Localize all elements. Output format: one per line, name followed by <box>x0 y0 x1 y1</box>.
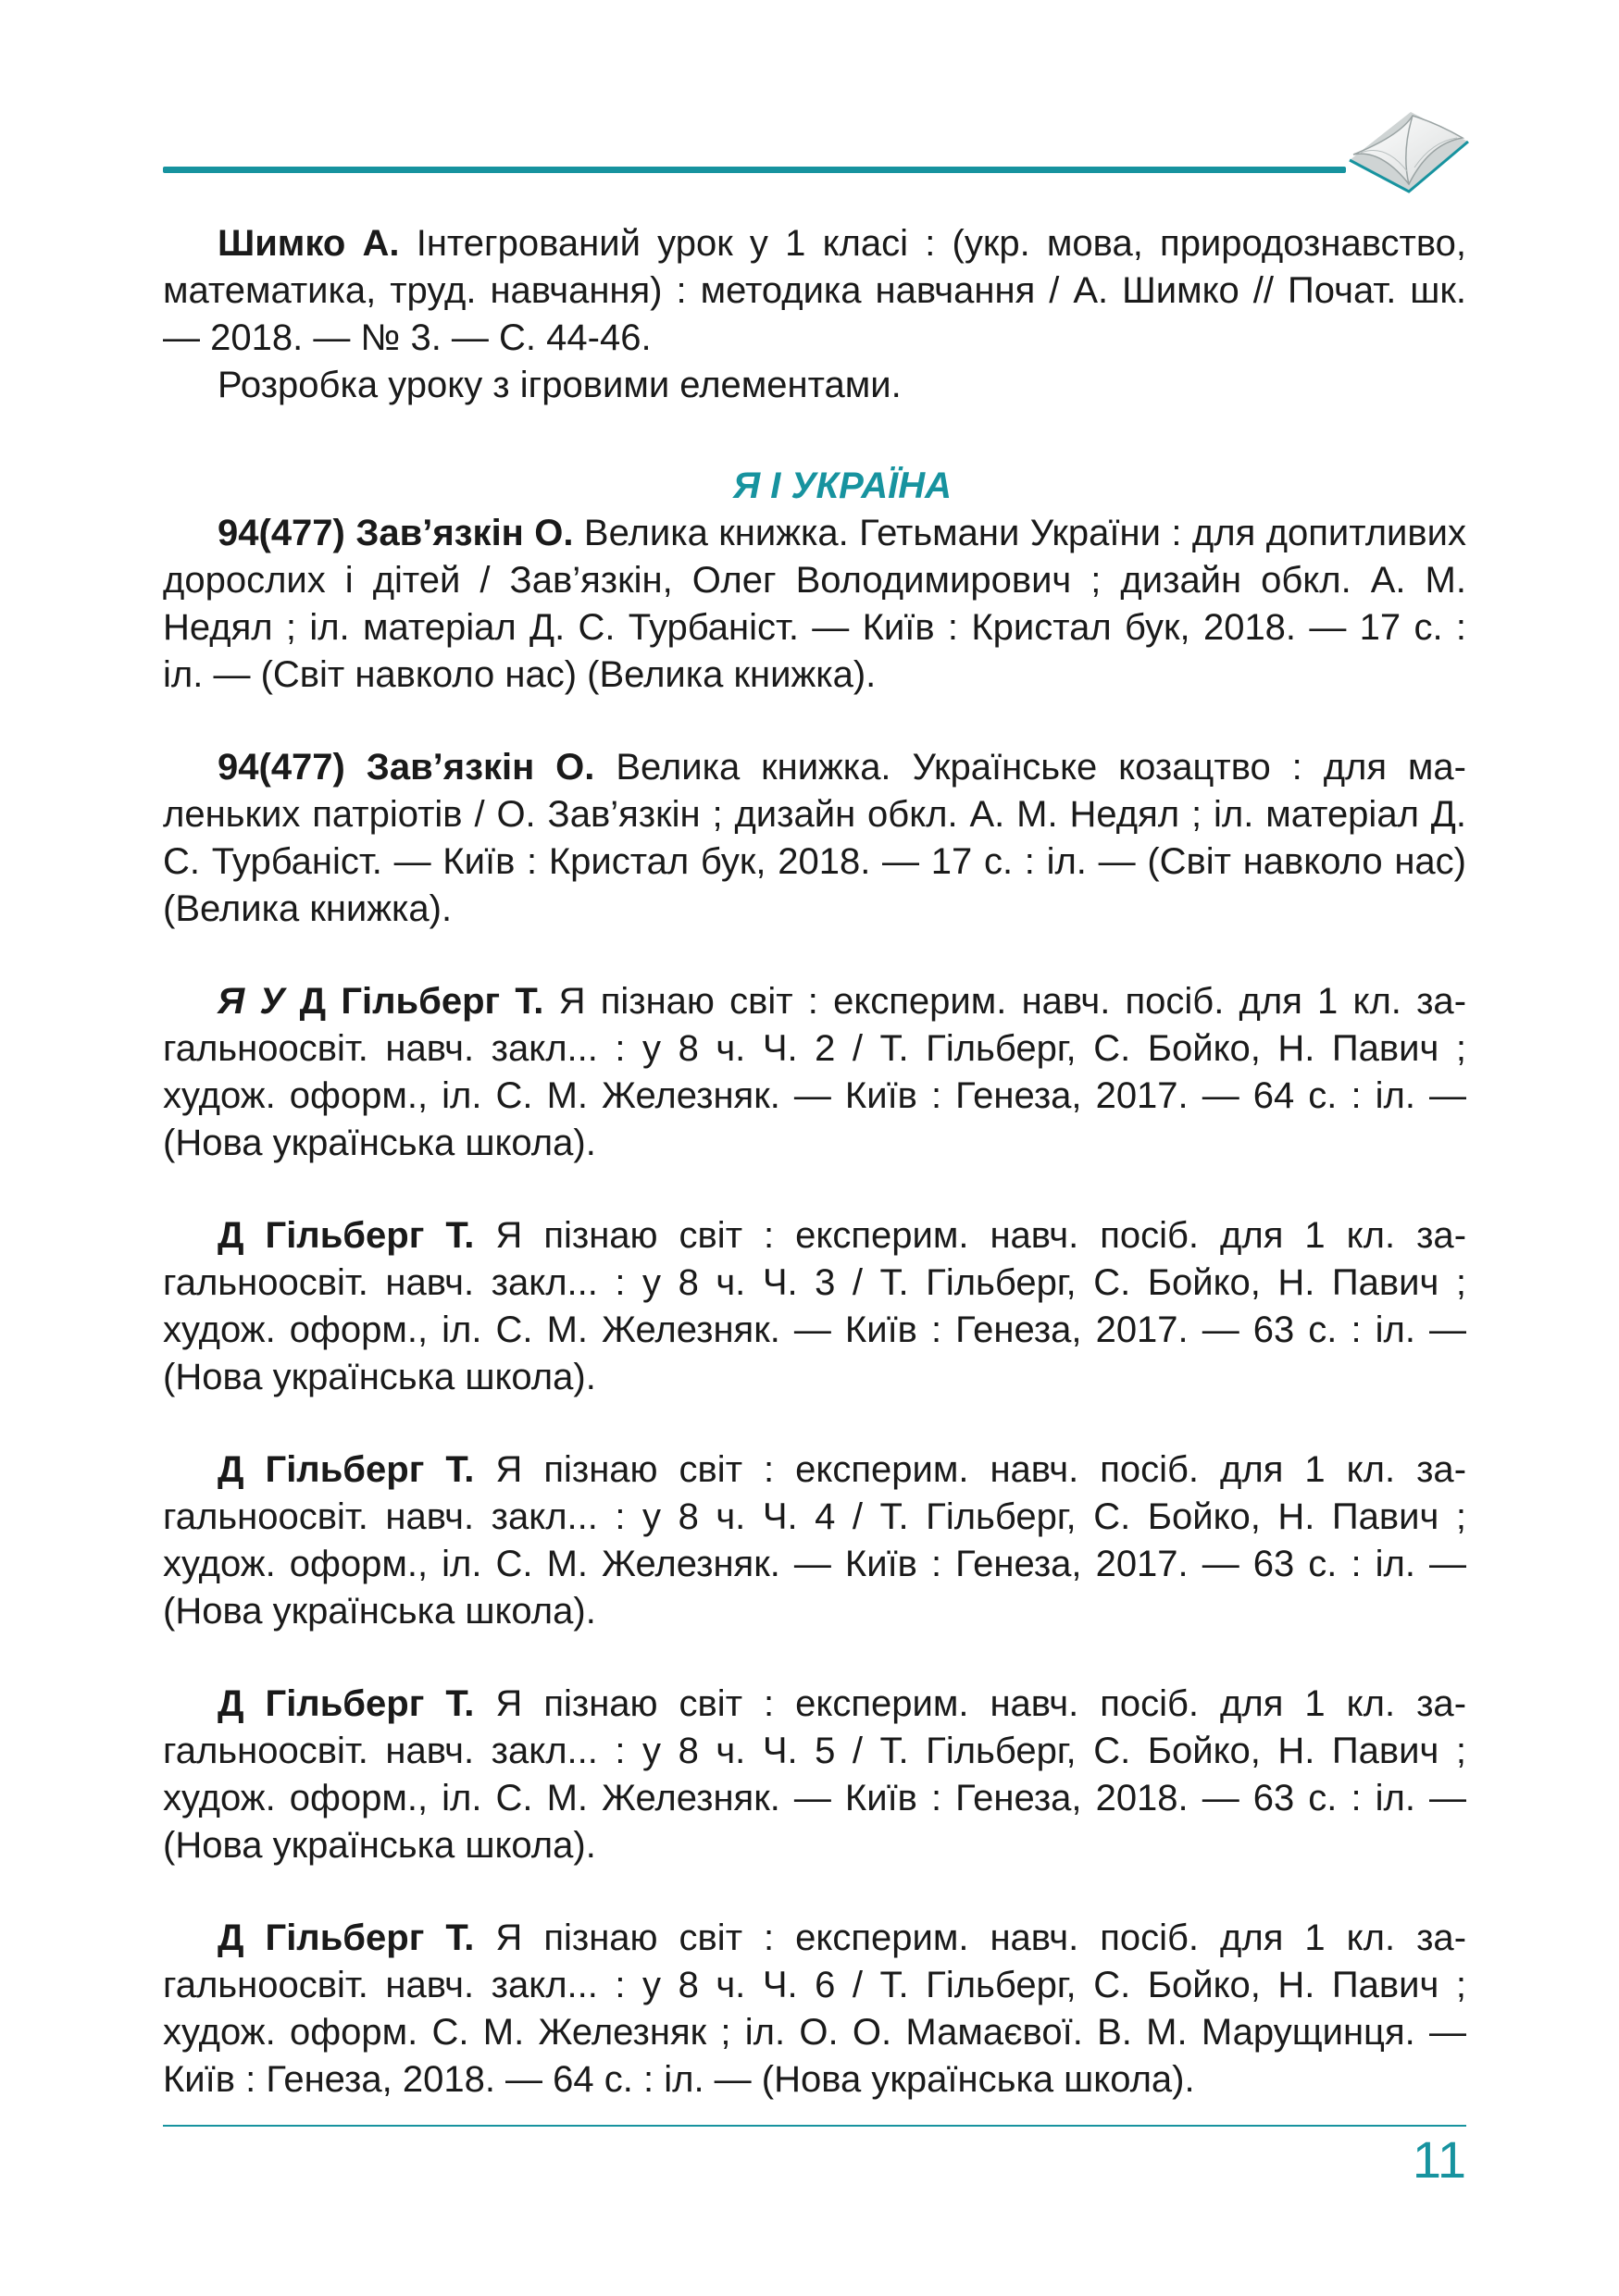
entry-shelf-mark: Д <box>218 1449 266 1490</box>
entry-shelf-mark: 94(477) <box>218 747 367 788</box>
bibliography-entry <box>163 1446 1466 1635</box>
entry-description: Я пізнаю світ : експерим. навч. посіб. для 1 кл. загальноосвіт. навч. закл... : у 8 ч. Ч. 4 / Т. Гільберг, С. Бойко, Н. Павич ; худож. оформ., іл. С. М. Железняк. — Київ : Генеза, 2017. — 63 с. : іл. — (Нова українська школа). <box>163 1449 1467 1632</box>
entry-author: Гільберг Т. <box>265 1683 475 1724</box>
entry-description: Я пізнаю світ : експерим. навч. посіб. для 1 кл. загальноосвіт. навч. закл... : у 8 ч. Ч. 5 / Т. Гільберг, С. Бойко, Н. Павич ; худож. оформ., іл. С. М. Железняк. — Київ : Генеза, 2018. — 63 с. : іл. — (Нова українська школа). <box>163 1683 1467 1866</box>
bibliography-entry <box>163 1681 1466 1869</box>
bibliography-entry <box>163 1915 1466 2104</box>
entry-text <box>163 1446 1466 1635</box>
section-heading: Я І УКРАЇНА <box>732 465 953 506</box>
bibliography-entry <box>163 510 1466 699</box>
entry-author: Гільберг Т. <box>265 1449 475 1490</box>
entry-text <box>163 1212 1466 1401</box>
entry-description: Я пізнаю світ : експерим. навч. посіб. для 1 кл. загальноосвіт. навч. закл... : у 8 ч. Ч. 2 / Т. Гільберг, С. Бойко, Н. Павич ; худож. оформ., іл. С. М. Железняк. — Київ : Генеза, 2017. — 64 с. : іл. — (Нова українська школа). <box>163 981 1467 1163</box>
entry-description: Я пізнаю світ : експерим. навч. посіб. для 1 кл. загальноосвіт. навч. закл... : у 8 ч. Ч. 6 / Т. Гільберг, С. Бойко, Н. Павич ; худож. оформ. С. М. Железняк ; іл. О. О. Мамаєвої. В. М. Марущинця. — Київ : Генеза, 2018. — 64 с. : іл. — (Нова українська школа). <box>163 1917 1467 2100</box>
entry-author: Зав’язкін О. <box>366 747 595 788</box>
entry-text <box>163 510 1466 699</box>
entry-author: Гільберг Т. <box>341 981 544 1022</box>
entry-description: Інтегрований урок у 1 класі : (укр. мова, природознавство, математика, труд. навчання) : методика навчання / А. Шимко // Почат. шк. — 2018. — № 3. — С. 44-46. <box>163 223 1466 358</box>
entry-author: Гільберг Т. <box>265 1917 475 1958</box>
bibliography-entry <box>163 1212 1466 1401</box>
footer-rule <box>163 2125 1466 2127</box>
entry-description: Я пізнаю світ : експерим. навч. посіб. для 1 кл. загальноосвіт. навч. закл... : у 8 ч. Ч. 3 / Т. Гільберг, С. Бойко, Н. Павич ; худож. оформ., іл. С. М. Железняк. — Київ : Генеза, 2017. — 63 с. : іл. — (Нова українська школа). <box>163 1215 1467 1397</box>
header-rule <box>163 167 1346 173</box>
bibliography-entry <box>163 978 1466 1167</box>
entry-author: Гільберг Т. <box>265 1215 475 1256</box>
entry-shelf-mark: Д <box>218 1917 266 1958</box>
entry-text <box>163 1681 1466 1869</box>
entry-author: Зав’язкін О. <box>355 513 574 553</box>
entry-shelf-mark: Д <box>299 981 342 1022</box>
open-book-icon <box>1344 106 1474 204</box>
entry-shelf-mark: Д <box>218 1215 266 1256</box>
entry-annotation: Розробка уроку з ігровими елементами. <box>218 365 902 405</box>
entry-shelf-mark: Д <box>218 1683 266 1724</box>
entry-text <box>163 1915 1466 2104</box>
entry-description: Велика книжка. Українське козацтво : для маленьких патріотів / О. Зав’язкін ; дизайн обкл. А. М. Недял ; іл. матеріал Д. С. Турбаніст. — Київ : Кристал бук, 2018. — 17 с. : іл. — (Світ навколо нас) (Велика книжка). <box>163 747 1466 929</box>
bibliography-entry <box>163 744 1466 933</box>
entry-text <box>163 978 1466 1167</box>
page-number: 11 <box>1412 2130 1466 2189</box>
bibliography-list <box>163 220 1466 2149</box>
bibliography-entry <box>163 220 1466 409</box>
entry-shelf-mark-italic: Я У <box>218 981 300 1022</box>
entry-text <box>163 220 1466 362</box>
entry-shelf-mark: 94(477) <box>218 513 356 553</box>
entry-description: Велика книжка. Гетьмани України : для допитливих дорослих і дітей / Зав’язкін, Олег Володимирович ; дизайн обкл. А. М. Недял ; іл. матеріал Д. С. Турбаніст. — Київ : Кристал бук, 2018. — 17 с. : іл. — (Світ навколо нас) (Велика книжка). <box>163 513 1466 695</box>
entry-author: Шимко А. <box>218 223 400 264</box>
entry-text <box>163 744 1466 933</box>
